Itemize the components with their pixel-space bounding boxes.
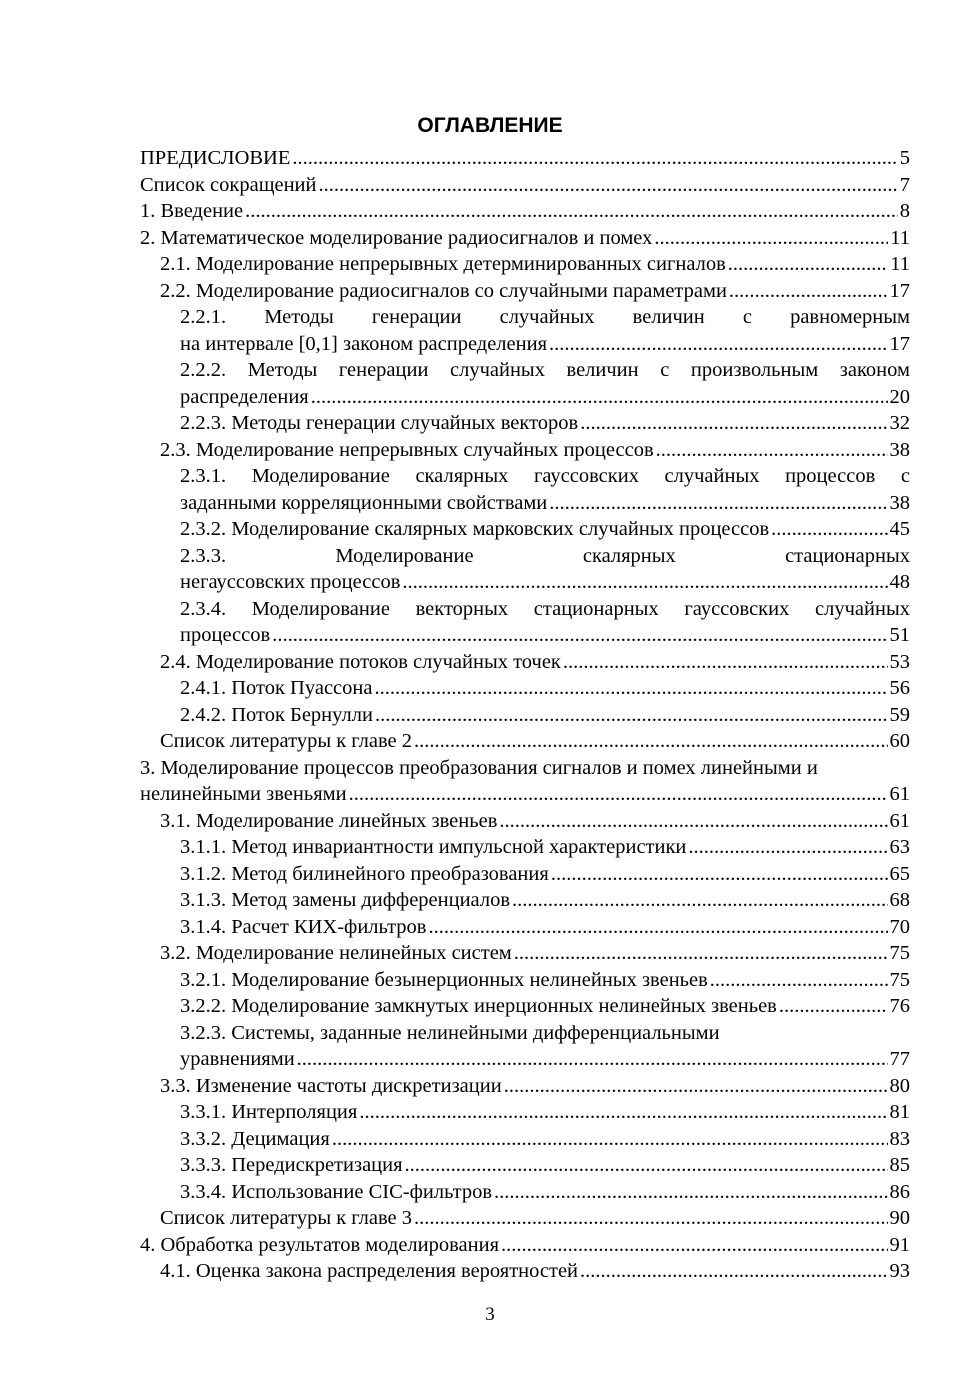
toc-entry[interactable] bbox=[140, 543, 910, 596]
toc-entry-text: 2.4. Моделирование потоков случайных точек bbox=[160, 650, 561, 673]
toc-entry-text: 1. Введение bbox=[140, 200, 244, 222]
toc-entry-text: 2.4.2. Поток Бернулли bbox=[180, 703, 373, 726]
toc-entry-text: Список сокращений bbox=[140, 173, 317, 196]
toc-word: Моделирование bbox=[251, 597, 390, 620]
toc-leader bbox=[349, 781, 888, 808]
toc-entry-page: 5 bbox=[899, 147, 910, 169]
toc-entry[interactable] bbox=[140, 463, 910, 516]
toc-entry[interactable] bbox=[140, 861, 910, 888]
toc-word: 2.3.4. bbox=[180, 597, 227, 620]
toc-leader bbox=[311, 384, 888, 411]
toc-leader bbox=[512, 887, 888, 914]
toc-leader bbox=[405, 1152, 888, 1179]
toc-entry-text: 3.2.3. Системы, заданные нелинейными дифференциальными bbox=[180, 1021, 720, 1044]
toc-word: равномерным bbox=[790, 306, 910, 328]
toc-leader bbox=[375, 702, 888, 729]
toc-leader bbox=[402, 569, 887, 596]
toc-entry-page: 76 bbox=[889, 995, 910, 1017]
toc-entry-text: 3.3.1. Интерполяция bbox=[180, 1101, 358, 1123]
toc-entry-page: 77 bbox=[889, 1048, 910, 1070]
toc-entry-text: процессов bbox=[180, 624, 271, 646]
toc-leader bbox=[292, 145, 897, 172]
toc-entry-text: Список литературы к главе 2 bbox=[160, 730, 413, 752]
toc-word: генерации bbox=[371, 306, 462, 328]
toc-word: Моделирование bbox=[251, 465, 390, 487]
toc-leader bbox=[501, 1232, 887, 1259]
toc-entry-text: 3. Моделирование процессов преобразования сигналов и помех линейными и bbox=[140, 756, 818, 779]
toc-entry[interactable] bbox=[140, 437, 910, 464]
toc-entry-page: 11 bbox=[890, 253, 910, 275]
toc-word: Методы bbox=[264, 306, 334, 328]
toc-leader bbox=[688, 834, 887, 861]
toc-leader bbox=[514, 940, 888, 967]
toc-entry-text: 2.4.1. Поток Пуассона bbox=[180, 677, 373, 699]
toc-entry-line2 bbox=[180, 490, 910, 517]
toc-leader bbox=[414, 1205, 887, 1232]
toc-entry[interactable] bbox=[140, 225, 910, 252]
toc-leader bbox=[414, 728, 887, 755]
toc-word: скалярных bbox=[582, 544, 676, 567]
toc-entry-page: 70 bbox=[889, 915, 910, 938]
toc-entry-page: 59 bbox=[889, 703, 910, 726]
toc-word: с bbox=[900, 465, 910, 487]
toc-leader bbox=[710, 967, 888, 994]
toc-entry[interactable] bbox=[140, 198, 910, 225]
toc-leader bbox=[549, 490, 887, 517]
toc-entry[interactable] bbox=[140, 1258, 910, 1285]
toc-entry[interactable] bbox=[140, 1073, 910, 1100]
toc-word: 2.3.1. bbox=[180, 465, 227, 487]
toc-entry-text-line1 bbox=[180, 1020, 910, 1047]
toc-leader bbox=[580, 1258, 887, 1285]
toc-entry-page: 20 bbox=[889, 385, 910, 408]
toc-entry-page: 61 bbox=[889, 809, 910, 832]
toc-entry-text: 3.1.4. Расчет КИХ-фильтров bbox=[180, 915, 427, 938]
toc-entry-text: заданными корреляционными свойствами bbox=[180, 491, 548, 514]
toc-entry-text: 3.1.3. Метод замены дифференциалов bbox=[180, 889, 510, 911]
toc-word: Методы bbox=[247, 359, 318, 381]
toc-entry-line2 bbox=[140, 781, 910, 808]
toc-entry[interactable] bbox=[140, 172, 910, 199]
toc-word: случайных bbox=[499, 306, 595, 328]
toc-entry-line2 bbox=[180, 569, 910, 596]
toc-entry-page: 32 bbox=[889, 412, 910, 434]
toc-entry[interactable] bbox=[140, 967, 910, 994]
toc-leader bbox=[499, 808, 887, 835]
toc-leader bbox=[580, 410, 887, 437]
toc-word: законом bbox=[839, 359, 910, 381]
toc-entry-text: негауссовских процессов bbox=[180, 571, 401, 593]
toc-entry[interactable] bbox=[140, 357, 910, 410]
toc-entry-text: 2.3. Моделирование непрерывных случайных процессов bbox=[160, 438, 654, 461]
toc-entry[interactable] bbox=[140, 596, 910, 649]
toc-word: процессов bbox=[785, 465, 876, 487]
toc-entry[interactable] bbox=[140, 1020, 910, 1073]
toc-word: случайных bbox=[664, 465, 760, 487]
toc-entry-text: 4. Обработка результатов моделирования bbox=[140, 1233, 500, 1256]
toc-word: с bbox=[660, 359, 670, 381]
toc-entry[interactable] bbox=[140, 1232, 910, 1259]
toc-entry[interactable] bbox=[140, 834, 910, 861]
toc-entry-text: уравнениями bbox=[180, 1048, 295, 1070]
toc-entry-page: 86 bbox=[889, 1180, 910, 1203]
toc-entry-text: 3.2.1. Моделирование безынерционных нелинейных звеньев bbox=[180, 968, 708, 991]
toc-entry[interactable] bbox=[140, 304, 910, 357]
toc-leader bbox=[319, 172, 898, 199]
toc-word: стационарных bbox=[533, 597, 659, 620]
toc-entry-page: 51 bbox=[889, 624, 910, 646]
toc-entry-page: 7 bbox=[899, 173, 910, 196]
toc-entry-page: 65 bbox=[889, 862, 910, 885]
toc-entry-page: 81 bbox=[889, 1101, 910, 1123]
toc-leader bbox=[729, 278, 888, 305]
toc-entry-page: 53 bbox=[889, 650, 910, 673]
toc-entry[interactable] bbox=[140, 410, 910, 437]
toc-entry[interactable] bbox=[140, 1152, 910, 1179]
toc-leader bbox=[374, 675, 887, 702]
toc-word: гауссовских bbox=[684, 597, 790, 620]
toc-word: скалярных bbox=[415, 465, 509, 487]
toc-entry-page: 48 bbox=[889, 571, 910, 593]
toc-word: 2.2.1. bbox=[180, 306, 227, 328]
toc-entry-line2 bbox=[180, 384, 910, 411]
toc-leader bbox=[551, 861, 888, 888]
toc-entry-page: 61 bbox=[889, 783, 910, 805]
toc-entry-text: 3.2.2. Моделирование замкнутых инерционных нелинейных звеньев bbox=[180, 995, 777, 1017]
toc-entry-text-line1 bbox=[180, 463, 910, 490]
toc-entry-text: 3.1.1. Метод инвариантности импульсной характеристики bbox=[180, 836, 687, 858]
toc-leader bbox=[359, 1099, 887, 1126]
toc-entry-page: 93 bbox=[889, 1260, 910, 1282]
toc-entry-text: 2. Математическое моделирование радиосигналов и помех bbox=[140, 226, 653, 249]
toc-entry-page: 85 bbox=[889, 1154, 910, 1176]
toc-leader bbox=[272, 622, 887, 649]
toc-leader bbox=[656, 437, 888, 464]
toc-entry-line2 bbox=[180, 1046, 910, 1073]
toc-entry[interactable] bbox=[140, 728, 910, 755]
toc-entry-text-line1 bbox=[140, 755, 910, 782]
toc-entry[interactable] bbox=[140, 1126, 910, 1153]
toc-entry-text: нелинейными звеньями bbox=[140, 783, 347, 805]
toc-entry-page: 38 bbox=[889, 438, 910, 461]
toc-entry-page: 56 bbox=[889, 677, 910, 699]
toc-entry-line2 bbox=[180, 331, 910, 358]
toc-entry[interactable] bbox=[140, 516, 910, 543]
toc-entry[interactable] bbox=[140, 1205, 910, 1232]
toc-word: 2.2.2. bbox=[180, 359, 227, 381]
toc-entry-text: 2.2.3. Методы генерации случайных векторов bbox=[180, 412, 579, 434]
toc-entry-text-line1 bbox=[180, 357, 910, 384]
toc-entry-text: Список литературы к главе 3 bbox=[160, 1207, 413, 1229]
toc-entry-text: 3.3.4. Использование CIC-фильтров bbox=[180, 1180, 493, 1203]
toc-entry-page: 90 bbox=[889, 1207, 910, 1229]
toc-word: векторных bbox=[415, 597, 509, 620]
toc-entry[interactable] bbox=[140, 940, 910, 967]
toc-entry[interactable] bbox=[140, 1179, 910, 1206]
toc-entry-page: 75 bbox=[889, 942, 910, 964]
toc-word: 2.3.3. bbox=[180, 544, 227, 567]
toc-entry-text: 3.3.3. Передискретизация bbox=[180, 1154, 403, 1176]
toc-leader bbox=[771, 516, 887, 543]
toc-entry-page: 17 bbox=[889, 279, 910, 302]
toc-entry-page: 68 bbox=[889, 889, 910, 911]
toc-word: произвольным bbox=[690, 359, 819, 381]
toc-word: случайных bbox=[450, 359, 545, 381]
toc-entry-line2 bbox=[180, 622, 910, 649]
toc-word: случайных bbox=[815, 597, 910, 620]
toc-entry[interactable] bbox=[140, 702, 910, 729]
toc-entry[interactable] bbox=[140, 755, 910, 808]
toc-entry-text: 4.1. Оценка закона распределения вероятностей bbox=[160, 1260, 579, 1282]
toc-entry[interactable] bbox=[140, 808, 910, 835]
toc-entry-text-line1 bbox=[180, 543, 910, 570]
toc-entry-text: ПРЕДИСЛОВИЕ bbox=[140, 147, 291, 169]
toc-entry[interactable] bbox=[140, 675, 910, 702]
toc-entry-page: 80 bbox=[889, 1074, 910, 1097]
toc-entry-text-line1 bbox=[180, 304, 910, 331]
toc-entry[interactable] bbox=[140, 649, 910, 676]
table-of-contents bbox=[140, 145, 910, 1285]
toc-entry-text: 2.1. Моделирование непрерывных детерминированных сигналов bbox=[160, 253, 726, 275]
toc-leader bbox=[779, 993, 888, 1020]
toc-leader bbox=[504, 1073, 888, 1100]
toc-entry-text: 3.1.2. Метод билинейного преобразования bbox=[180, 862, 549, 885]
toc-entry[interactable] bbox=[140, 887, 910, 914]
toc-entry-page: 45 bbox=[889, 518, 910, 540]
toc-entry-text: 2.2. Моделирование радиосигналов со случайными параметрами bbox=[160, 279, 727, 302]
toc-entry[interactable] bbox=[140, 1099, 910, 1126]
toc-entry-page: 83 bbox=[889, 1127, 910, 1150]
toc-entry[interactable] bbox=[140, 278, 910, 305]
toc-entry-text-line1 bbox=[180, 596, 910, 623]
toc-leader bbox=[332, 1126, 888, 1153]
toc-word: гауссовских bbox=[533, 465, 639, 487]
toc-entry[interactable] bbox=[140, 145, 910, 172]
toc-entry-text: на интервале [0,1] законом распределения bbox=[180, 332, 548, 355]
toc-word: величин bbox=[632, 306, 705, 328]
toc-leader bbox=[728, 251, 888, 278]
toc-word: стационарных bbox=[785, 544, 910, 567]
toc-entry[interactable] bbox=[140, 914, 910, 941]
toc-leader bbox=[297, 1046, 888, 1073]
toc-word: с bbox=[742, 306, 752, 328]
toc-entry-text: 3.1. Моделирование линейных звеньев bbox=[160, 809, 498, 832]
page-title: ОГЛАВЛЕНИЕ bbox=[417, 114, 563, 137]
toc-entry-page: 75 bbox=[889, 968, 910, 991]
toc-entry-text: распределения bbox=[180, 385, 309, 408]
toc-word: генерации bbox=[338, 359, 429, 381]
toc-entry-page: 63 bbox=[889, 836, 910, 858]
toc-entry-text: 3.3. Изменение частоты дискретизации bbox=[160, 1074, 502, 1097]
toc-entry-page: 11 bbox=[890, 226, 910, 249]
toc-entry-page: 17 bbox=[889, 332, 910, 355]
page-number: 3 bbox=[485, 1304, 495, 1325]
toc-entry-text: 3.3.2. Децимация bbox=[180, 1127, 330, 1150]
toc-entry-page: 60 bbox=[889, 730, 910, 752]
toc-entry-text: 2.3.2. Моделирование скалярных марковских случайных процессов bbox=[180, 518, 770, 540]
toc-leader bbox=[563, 649, 888, 676]
toc-entry[interactable] bbox=[140, 993, 910, 1020]
toc-entry-page: 38 bbox=[889, 491, 910, 514]
toc-entry-page: 8 bbox=[899, 200, 910, 222]
toc-leader bbox=[494, 1179, 887, 1206]
toc-leader bbox=[654, 225, 888, 252]
toc-leader bbox=[549, 331, 887, 358]
toc-word: величин bbox=[566, 359, 639, 381]
toc-leader bbox=[428, 914, 887, 941]
toc-word: Моделирование bbox=[335, 544, 474, 567]
toc-entry[interactable] bbox=[140, 251, 910, 278]
toc-entry-text: 3.2. Моделирование нелинейных систем bbox=[160, 942, 512, 964]
toc-leader bbox=[245, 198, 898, 225]
toc-entry-page: 91 bbox=[889, 1233, 910, 1256]
